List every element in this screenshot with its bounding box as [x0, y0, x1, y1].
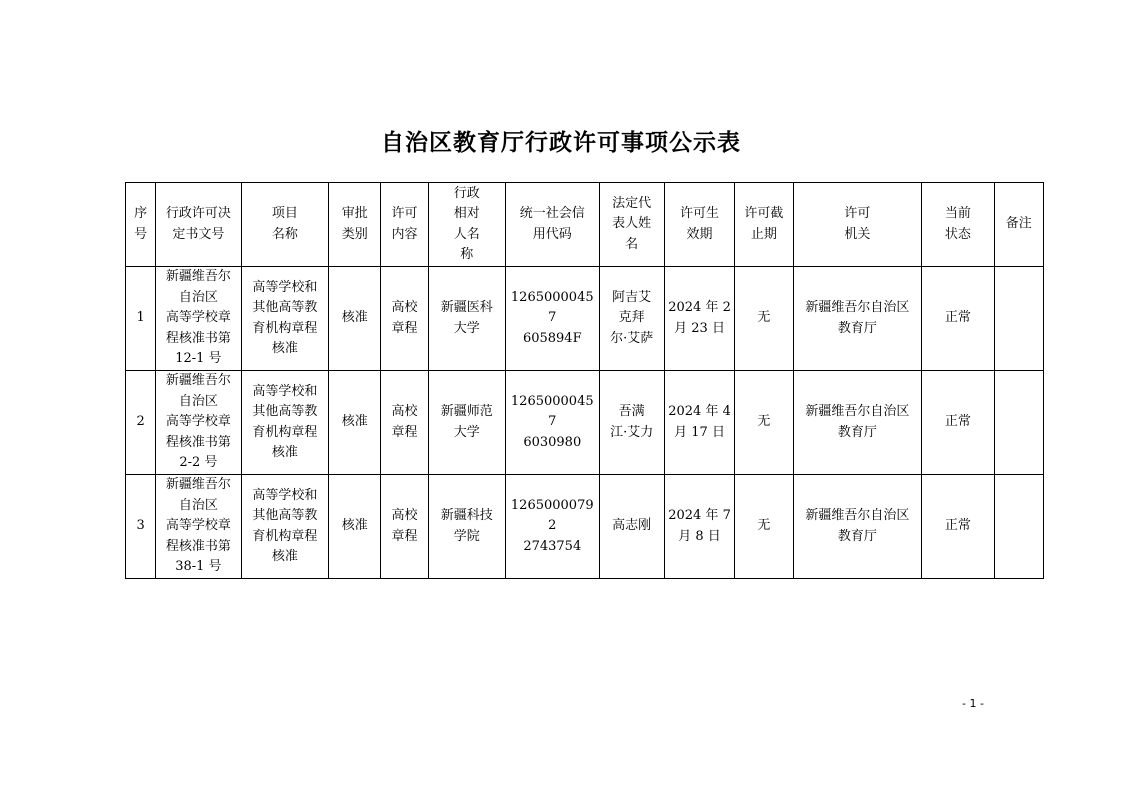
cell-credit-code: 12650000457 605894F [506, 267, 600, 371]
header-authority: 许可 机关 [793, 183, 922, 267]
cell-permit-content: 高校 章程 [381, 267, 428, 371]
table-row [126, 267, 1044, 371]
cell-seq: 1 [126, 267, 156, 371]
cell-expiry-date: 无 [735, 267, 793, 371]
header-approval-type: 审批 类别 [329, 183, 381, 267]
cell-decision-number: 新疆维吾尔 自治区 高等学校章 程核准书第 12-1 号 [156, 267, 241, 371]
header-seq: 序 号 [126, 183, 156, 267]
cell-remarks [994, 475, 1043, 579]
header-effective-date: 许可生 效期 [664, 183, 734, 267]
permit-table [125, 182, 1044, 579]
header-permit-content: 许可 内容 [381, 183, 428, 267]
header-counterparty-name: 行政 相对 人名 称 [428, 183, 505, 267]
cell-status: 正常 [922, 267, 994, 371]
cell-decision-number: 新疆维吾尔 自治区 高等学校章 程核准书第 2-2 号 [156, 371, 241, 475]
cell-effective-date: 2024 年 7 月 8 日 [664, 475, 734, 579]
cell-legal-representative: 阿吉艾 克拜 尔·艾萨 [599, 267, 664, 371]
cell-authority: 新疆维吾尔自治区 教育厅 [793, 371, 922, 475]
header-decision-number: 行政许可决 定书文号 [156, 183, 241, 267]
cell-remarks [994, 267, 1043, 371]
page-title: 自治区教育厅行政许可事项公示表 [381, 130, 741, 156]
page-number: - 1 - [962, 697, 984, 710]
cell-seq: 2 [126, 371, 156, 475]
cell-legal-representative: 高志刚 [599, 475, 664, 579]
cell-project-name: 高等学校和 其他高等教 育机构章程 核准 [241, 371, 328, 475]
table-row [126, 371, 1044, 475]
cell-counterparty-name: 新疆医科 大学 [428, 267, 505, 371]
table-header-row [126, 183, 1044, 267]
cell-remarks [994, 371, 1043, 475]
header-expiry-date: 许可截 止期 [735, 183, 793, 267]
cell-permit-content: 高校 章程 [381, 475, 428, 579]
cell-legal-representative: 吾满 江·艾力 [599, 371, 664, 475]
cell-permit-content: 高校 章程 [381, 371, 428, 475]
cell-seq: 3 [126, 475, 156, 579]
header-legal-representative: 法定代 表人姓 名 [599, 183, 664, 267]
cell-approval-type: 核准 [329, 371, 381, 475]
cell-effective-date: 2024 年 4 月 17 日 [664, 371, 734, 475]
cell-expiry-date: 无 [735, 371, 793, 475]
cell-approval-type: 核准 [329, 475, 381, 579]
cell-credit-code: 12650000792 2743754 [506, 475, 600, 579]
cell-project-name: 高等学校和 其他高等教 育机构章程 核准 [241, 475, 328, 579]
cell-credit-code: 12650000457 6030980 [506, 371, 600, 475]
cell-project-name: 高等学校和 其他高等教 育机构章程 核准 [241, 267, 328, 371]
cell-counterparty-name: 新疆科技 学院 [428, 475, 505, 579]
header-status: 当前 状态 [922, 183, 994, 267]
cell-status: 正常 [922, 371, 994, 475]
cell-counterparty-name: 新疆师范 大学 [428, 371, 505, 475]
header-project-name: 项目 名称 [241, 183, 328, 267]
header-remarks: 备注 [994, 183, 1043, 267]
cell-status: 正常 [922, 475, 994, 579]
cell-approval-type: 核准 [329, 267, 381, 371]
cell-authority: 新疆维吾尔自治区 教育厅 [793, 267, 922, 371]
cell-expiry-date: 无 [735, 475, 793, 579]
table-row [126, 475, 1044, 579]
cell-authority: 新疆维吾尔自治区 教育厅 [793, 475, 922, 579]
header-credit-code: 统一社会信 用代码 [506, 183, 600, 267]
cell-decision-number: 新疆维吾尔 自治区 高等学校章 程核准书第 38-1 号 [156, 475, 241, 579]
cell-effective-date: 2024 年 2 月 23 日 [664, 267, 734, 371]
